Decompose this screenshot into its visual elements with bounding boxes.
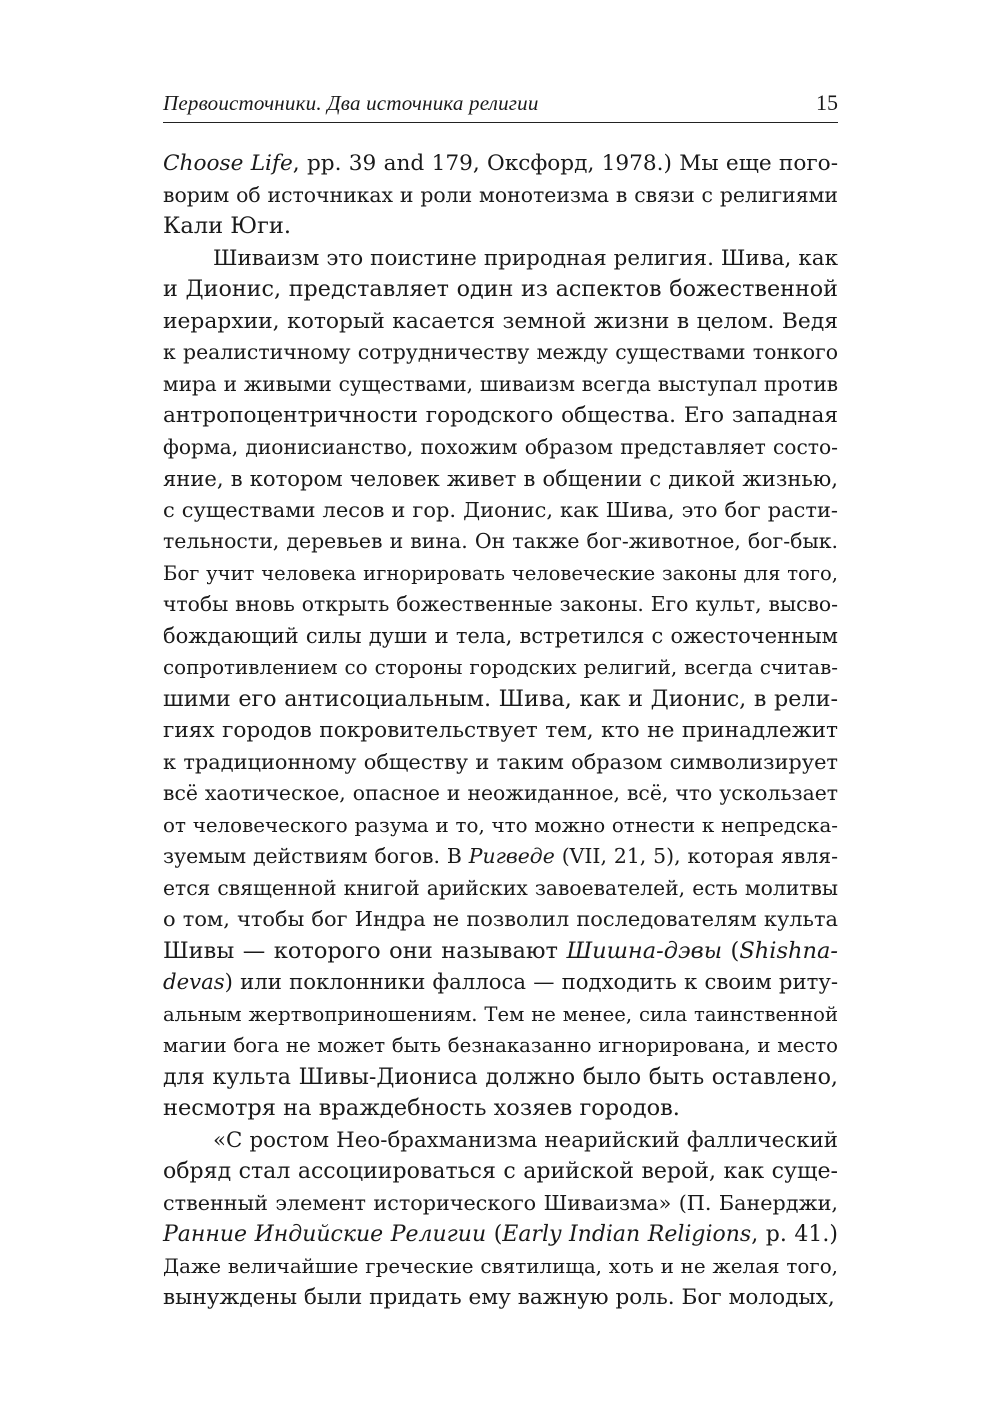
text-run: всё хаотическое, опасное и неожиданное, всё, что ускользает bbox=[163, 781, 838, 805]
text-run: альным жертвоприношениям. Тем не менее, сила таинственной bbox=[163, 1002, 838, 1026]
text-run: о том, чтобы бог Индра не позволил последователям культа bbox=[163, 907, 838, 931]
text-run: сопротивлением со стороны городских религий, всегда считав- bbox=[163, 656, 838, 679]
italic-run: Шишна-дэвы bbox=[566, 937, 723, 964]
text-run: вынуждены были придать ему важную роль. Бог молодых, bbox=[163, 1285, 835, 1310]
italic-run: Early Indian Religions bbox=[502, 1222, 752, 1247]
text-run: (VII, 21, 5), которая явля- bbox=[554, 844, 838, 868]
italic-run: Shishna- bbox=[739, 937, 838, 964]
text-run: форма, дионисианство, похожим образом представляет состо- bbox=[163, 434, 838, 459]
text-run: ( bbox=[722, 937, 740, 964]
text-line bbox=[163, 1282, 838, 1314]
italic-run: Ранние Индийские Религии bbox=[163, 1222, 487, 1247]
text-line bbox=[163, 526, 838, 558]
text-run: с существами лесов и гор. Дионис, как Шива, это бог расти- bbox=[163, 497, 838, 522]
text-line bbox=[163, 684, 838, 716]
text-line bbox=[163, 180, 838, 212]
text-line bbox=[163, 873, 838, 905]
text-run: к традиционному обществу и таким образом символизирует bbox=[163, 749, 838, 774]
text-line bbox=[163, 243, 838, 275]
text-line bbox=[163, 1093, 838, 1125]
text-line bbox=[163, 1062, 838, 1094]
text-run: ( bbox=[486, 1222, 503, 1247]
running-title: Первоисточники. Два источника религии bbox=[163, 91, 539, 115]
text-line bbox=[163, 810, 838, 842]
text-line bbox=[163, 148, 838, 180]
text-run: несмотря на враждебность хозяев городов. bbox=[163, 1095, 680, 1121]
text-line bbox=[163, 904, 838, 936]
text-line bbox=[163, 463, 838, 495]
text-run: зуемым действиям богов. В bbox=[163, 844, 469, 868]
text-run: Даже величайшие греческие святилища, хоть и не желая того, bbox=[163, 1254, 838, 1278]
text-run: мира и живыми существами, шиваизм всегда выступал против bbox=[163, 371, 838, 396]
text-line bbox=[163, 652, 838, 684]
text-run: бождающий силы души и тела, встретился с ожесточенным bbox=[163, 623, 838, 648]
text-line bbox=[163, 999, 838, 1031]
text-run: гиях городов покровительствует тем, кто не принадлежит bbox=[163, 718, 838, 743]
text-run: яние, в котором человек живет в общении с дикой жизнью, bbox=[163, 466, 838, 491]
text-line bbox=[163, 1030, 838, 1062]
text-line bbox=[163, 715, 838, 747]
text-line bbox=[163, 841, 838, 873]
text-run: Шивы — которого они называют bbox=[163, 937, 567, 964]
page-number: 15 bbox=[816, 90, 838, 115]
text-line bbox=[163, 432, 838, 464]
text-run: ется священной книгой арийских завоевателей, есть молитвы bbox=[163, 875, 838, 900]
text-run: чтобы вновь открыть божественные законы. Его культ, высво- bbox=[163, 592, 838, 616]
text-line bbox=[163, 967, 838, 999]
text-line bbox=[163, 337, 838, 369]
text-line bbox=[163, 211, 838, 243]
text-run: ворим об источниках и роли монотеизма в связи с религиями bbox=[163, 182, 838, 207]
text-run: антропоцентричности городского общества. Его западная bbox=[163, 403, 838, 428]
text-run: Бог учит человека игнорировать человеческие законы для того, bbox=[163, 561, 838, 585]
text-body bbox=[163, 148, 838, 1314]
text-run: Шиваизм это поистине природная религия. Шива, как bbox=[213, 245, 838, 271]
italic-run: Ригведе bbox=[468, 844, 555, 868]
text-line bbox=[163, 369, 838, 401]
text-run: тельности, деревьев и вина. Он также бог-животное, бог-бык. bbox=[163, 529, 838, 553]
text-line bbox=[163, 936, 838, 968]
text-run: , pp. 39 and 179, Оксфорд, 1978.) Мы еще пого- bbox=[292, 151, 838, 176]
text-run: шими его антисоциальным. Шива, как и Дионис, в рели- bbox=[163, 685, 838, 712]
text-run: ) или поклонники фаллоса — подходить к своим риту- bbox=[224, 970, 838, 995]
text-line bbox=[163, 778, 838, 810]
text-line bbox=[163, 747, 838, 779]
text-run: и Дионис, представляет один из аспектов божественной bbox=[163, 276, 838, 302]
paragraph bbox=[163, 148, 838, 243]
text-line bbox=[163, 400, 838, 432]
text-run: для культа Шивы-Диониса должно было быть оставлено, bbox=[163, 1063, 838, 1090]
text-run: к реалистичному сотрудничеству между существами тонкого bbox=[163, 340, 838, 364]
text-line bbox=[163, 1219, 838, 1251]
text-line bbox=[163, 1125, 838, 1157]
paragraph bbox=[163, 1125, 838, 1314]
text-line bbox=[163, 495, 838, 527]
text-line bbox=[163, 1188, 838, 1220]
text-line bbox=[163, 558, 838, 590]
paragraph bbox=[163, 243, 838, 1125]
text-line bbox=[163, 306, 838, 338]
text-run: магии бога не может быть безнаказанно игнорирована, и место bbox=[163, 1034, 838, 1057]
text-run: , p. 41.) bbox=[751, 1222, 838, 1247]
text-run: обряд стал ассоциироваться с арийской верой, как суще- bbox=[163, 1159, 838, 1184]
text-run: иерархии, который касается земной жизни в целом. Ведя bbox=[163, 308, 838, 334]
text-line bbox=[163, 589, 838, 621]
text-line bbox=[163, 621, 838, 653]
text-run: от человеческого разума и то, что можно отнести к непредска- bbox=[163, 813, 838, 837]
text-run: Кали Юги. bbox=[163, 213, 292, 239]
text-run: «С ростом Нео-брахманизма неарийский фаллический bbox=[213, 1127, 838, 1153]
text-line bbox=[163, 1156, 838, 1188]
text-line bbox=[163, 1251, 838, 1283]
text-line bbox=[163, 274, 838, 306]
italic-run: Choose Life bbox=[163, 151, 293, 176]
text-run: ственный элемент исторического Шиваизма» (П. Банерджи, bbox=[163, 1190, 838, 1215]
italic-run: devas bbox=[163, 970, 225, 995]
running-head bbox=[163, 88, 838, 123]
